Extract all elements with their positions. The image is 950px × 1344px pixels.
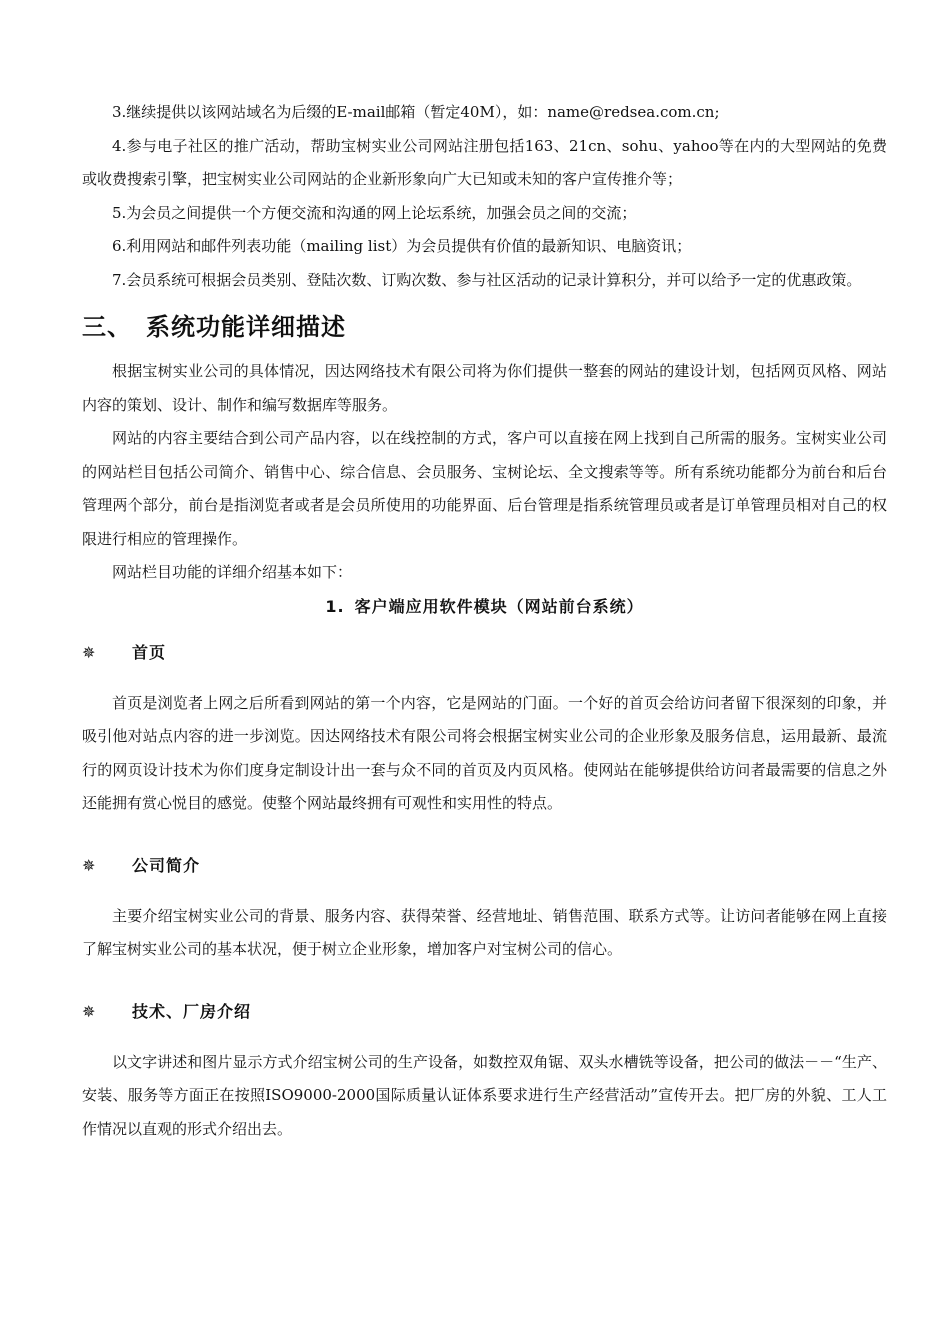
intro-item-5: 5.为会员之间提供一个方便交流和沟通的网上论坛系统，加强会员之间的交流； bbox=[112, 203, 637, 222]
star-bullet-icon: ✵ bbox=[82, 855, 97, 875]
section-paragraph-3: 网站栏目功能的详细介绍基本如下： bbox=[112, 563, 353, 581]
section-number: 三、 bbox=[82, 313, 132, 341]
subheading bbox=[82, 590, 887, 623]
subheading-number: 1. bbox=[325, 596, 345, 616]
item-body-technology-factory: 以文字讲述和图片显示方式介绍宝树公司的生产设备，如数控双角锯、双头水槽铣等设备，把公司的做法－－“生产、安装、服务等方面正在按照ISO9000-2000国际质量认证体系要求进行生产经营活动”宣传开去。把厂房的外貌、工人工作情况以直观的形式介绍出去。 bbox=[82, 1052, 887, 1138]
star-bullet-icon: ✵ bbox=[82, 1001, 97, 1021]
intro-item-4: 4.参与电子社区的推广活动，帮助宝树实业公司网站注册包括163、21cn、sohu、yahoo等在内的大型网站的免费或收费搜索引擎，把宝树实业公司网站的企业新形象向广大已知或未知的客户宣传推介等； bbox=[82, 136, 887, 188]
item-body-homepage: 首页是浏览者上网之后所看到网站的第一个内容，它是网站的门面。一个好的首页会给访问者留下很深刻的印象，并吸引他对站点内容的进一步浏览。因达网络技术有限公司将会根据宝树实业公司的企业形象及服务信息，运用最新、最流行的网页设计技术为你们度身定制设计出一套与众不同的首页及内页风格。使网站在能够提供给访问者最需要的信息之外还能拥有赏心悦目的感觉。使整个网站最终拥有可观性和实用性的特点。 bbox=[82, 693, 887, 812]
item-title: 首页 bbox=[132, 642, 167, 662]
item-heading-company-intro bbox=[82, 841, 887, 900]
intro-item-7: 7.会员系统可根据会员类别、登陆次数、订购次数、参与社区活动的记录计算积分，并可以给予一定的优惠政策。 bbox=[112, 270, 862, 289]
section-paragraph-2: 网站的内容主要结合到公司产品内容，以在线控制的方式，客户可以直接在网上找到自己所需的服务。宝树实业公司的网站栏目包括公司简介、销售中心、综合信息、会员服务、宝树论坛、全文搜索等等。所有系统功能都分为前台和后台管理两个部分，前台是指浏览者或者是会员所使用的功能界面、后台管理是指系统管理员或者是订单管理员相对自己的权限进行相应的管理操作。 bbox=[82, 429, 887, 548]
item-body-company-intro: 主要介绍宝树实业公司的背景、服务内容、获得荣誉、经营地址、销售范围、联系方式等。让访问者能够在网上直接了解宝树实业公司的基本状况，便于树立企业形象，增加客户对宝树公司的信心。 bbox=[82, 906, 887, 958]
section-heading bbox=[82, 297, 887, 355]
subheading-title: 客户端应用软件模块（网站前台系统） bbox=[354, 596, 644, 616]
item-title: 公司简介 bbox=[132, 855, 201, 875]
item-title: 技术、厂房介绍 bbox=[132, 1001, 252, 1021]
star-bullet-icon: ✵ bbox=[82, 642, 97, 662]
intro-item-3: 3.继续提供以该网站域名为后缀的E-mail邮箱（暂定40M），如：name@redsea.com.cn; bbox=[112, 103, 720, 121]
section-paragraph-1: 根据宝树实业公司的具体情况，因达网络技术有限公司将为你们提供一整套的网站的建设计划，包括网页风格、网站内容的策划、设计、制作和编写数据库等服务。 bbox=[82, 362, 887, 414]
section-title: 系统功能详细描述 bbox=[146, 313, 346, 341]
document-page bbox=[82, 96, 887, 1146]
item-heading-homepage bbox=[82, 628, 887, 687]
item-heading-technology-factory bbox=[82, 987, 887, 1046]
intro-item-6: 6.利用网站和邮件列表功能（mailing list）为会员提供有价值的最新知识、电脑资讯； bbox=[112, 237, 692, 255]
